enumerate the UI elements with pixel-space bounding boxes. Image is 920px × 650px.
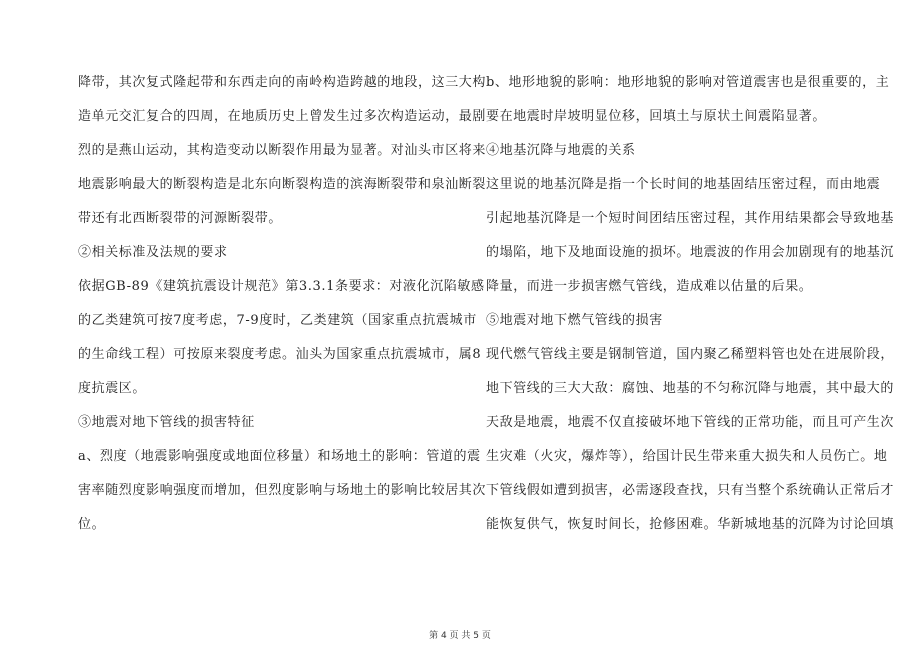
- text-line: 带还有北西断裂带的河源断裂带。: [78, 211, 283, 226]
- text-line: 地下管线的三大大敌：腐蚀、地基的不匀称沉降与地震，其中最大的: [486, 381, 895, 396]
- section-heading: ③地震对地下管线的损害特征: [78, 415, 255, 430]
- text-line: 依据GB-89《建筑抗震设计规范》第3.3.1条要求：对液化沉陷敏感: [78, 279, 485, 294]
- text-line: 这里说的地基沉降是指一个长时间的地基固结压密过程，而由地震: [486, 177, 881, 192]
- text-line: 的乙类建筑可按7度考虑，7-9度时，乙类建筑（国家重点抗震城市: [78, 313, 477, 328]
- text-line: 要在地震时岸坡明显位移，回填土与原状土间震陷显著。: [486, 109, 827, 124]
- text-line: 能恢复供气，恢复时间长，抢修困难。华新城地基的沉降为讨论回填: [486, 517, 895, 532]
- text-line: 下管线假如遭到损害，必需逐段查找，只有当整个系统确认正常后才: [486, 483, 895, 498]
- page-number-footer: 第 4 页 共 5 页: [429, 631, 491, 641]
- text-line: 度抗震区。: [78, 381, 147, 396]
- text-line: 引起地基沉降是一个短时间团结压密过程，其作用结果都会导致地基: [486, 211, 895, 226]
- text-line: 烈的是燕山运动，其构造变动以断裂作用最为显著。对汕头市区将来: [78, 143, 487, 158]
- text-line: 降带，其次复式隆起带和东西走向的南岭构造跨越的地段，这三大构: [78, 75, 487, 90]
- left-text-column: [78, 66, 487, 542]
- section-heading: ④地基沉降与地震的关系: [486, 143, 636, 158]
- text-line: 现代燃气管线主要是钢制管道，国内聚乙稀塑料管也处在进展阶段，: [486, 347, 895, 362]
- text-line: 生灾难（火灾，爆炸等），给国计民生带来重大损失和人员伤亡。地: [486, 449, 888, 464]
- text-line: 造单元交汇复合的四周，在地质历史上曾发生过多次构造运动，最剧: [78, 109, 487, 124]
- text-line: 害率随烈度影响强度而增加，但烈度影响与场地土的影响比较居其次: [78, 483, 487, 498]
- right-text-column: [486, 66, 895, 542]
- text-line: 的塌陷，地下及地面设施的损坏。地震波的作用会加剧现有的地基沉: [486, 245, 895, 260]
- text-line: 地震影响最大的断裂构造是北东向断裂构造的滨海断裂带和泉汕断裂: [78, 177, 487, 192]
- text-line: 位。: [78, 517, 106, 532]
- section-heading: ②相关标准及法规的要求: [78, 245, 228, 260]
- text-line: b、地形地貌的影响：地形地貌的影响对管道震害也是很重要的，主: [486, 75, 890, 90]
- text-line: 的生命线工程）可按原来裂度考虑。汕头为国家重点抗震城市，属8: [78, 347, 482, 362]
- section-heading: ⑤地震对地下燃气管线的损害: [486, 313, 663, 328]
- text-line: 降量，而进一步损害燃气管线，造成难以估量的后果。: [486, 279, 813, 294]
- text-line: 天敌是地震，地震不仅直接破坏地下管线的正常功能，而且可产生次: [486, 415, 895, 430]
- text-line: a、烈度（地震影响强度或地面位移量）和场地土的影响：管道的震: [78, 449, 481, 464]
